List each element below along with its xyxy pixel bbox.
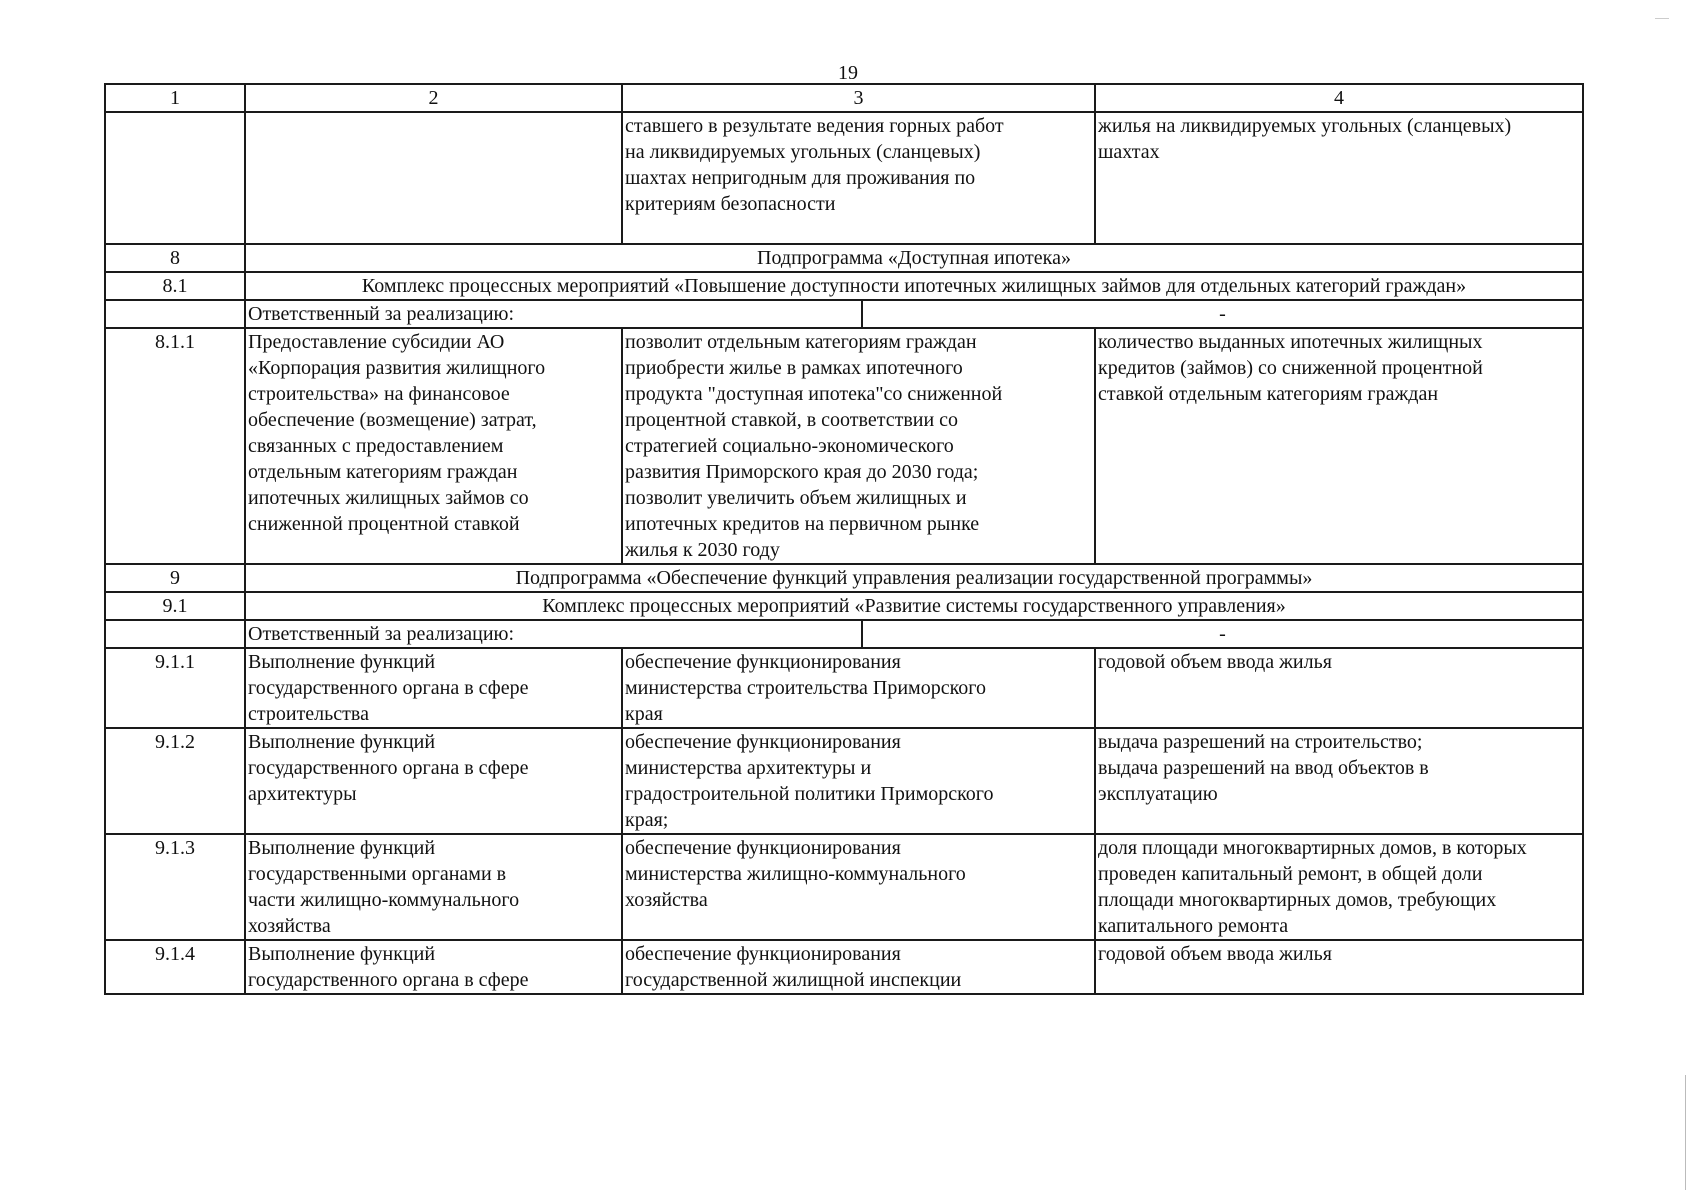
activity-name-cell: Выполнение функций государственного органа в сфере архитектуры [245, 728, 622, 834]
section-row [105, 564, 1583, 592]
responsible-row [105, 620, 1583, 648]
goal-cell: обеспечение функционирования министерства архитектуры и градостроительной политики Приморского края; [622, 728, 1095, 834]
header-cell: 4 [1095, 84, 1583, 112]
row-number-cell [105, 112, 245, 244]
responsible-row [105, 300, 1583, 328]
table-row [105, 112, 1583, 244]
table-row [105, 328, 1583, 564]
scan-mark [1655, 18, 1669, 19]
scan-margin-line [1685, 1075, 1686, 1190]
section-number-cell: 9 [105, 564, 245, 592]
row-number-cell: 9.1.1 [105, 648, 245, 728]
section-number-cell: 8 [105, 244, 245, 272]
goal-cell: обеспечение функционирования министерства жилищно-коммунального хозяйства [622, 834, 1095, 940]
activity-name-cell: Выполнение функций государственными органами в части жилищно-коммунального хозяйства [245, 834, 622, 940]
section-row [105, 244, 1583, 272]
section-number-cell: 9.1 [105, 592, 245, 620]
goal-cell: позволит отдельным категориям граждан приобрести жилье в рамках ипотечного продукта "доступная ипотека"со сниженной процентной ставкой, в соответствии со стратегией социально-экономического развития Приморского края до 2030 года; позволит увеличить объем жилищных и ипотечных кредитов на первичном рынке жилья к 2030 году [622, 328, 1095, 564]
table-row [105, 728, 1583, 834]
section-title-cell: Комплекс процессных мероприятий «Повышение доступности ипотечных жилищных займов для отдельных категорий граждан» [245, 272, 1583, 300]
activity-name-cell: Выполнение функций государственного органа в сфере строительства [245, 648, 622, 728]
section-row [105, 272, 1583, 300]
indicator-cell: жилья на ликвидируемых угольных (сланцевых) шахтах [1095, 112, 1583, 244]
activity-name-cell [245, 112, 622, 244]
row-number-cell: 9.1.3 [105, 834, 245, 940]
header-cell: 1 [105, 84, 245, 112]
table-row [105, 834, 1583, 940]
goal-cell: ставшего в результате ведения горных работ на ликвидируемых угольных (сланцевых) шахтах непригодным для проживания по критериям безопасности [622, 112, 1095, 244]
section-number-cell: 8.1 [105, 272, 245, 300]
goal-cell: обеспечение функционирования государственной жилищной инспекции [622, 940, 1095, 994]
page-number: 19 [838, 62, 858, 84]
empty-cell [105, 620, 245, 648]
row-number-cell: 9.1.2 [105, 728, 245, 834]
responsible-label-cell: Ответственный за реализацию: [245, 300, 862, 328]
indicator-cell: годовой объем ввода жилья [1095, 648, 1583, 728]
responsible-label-cell: Ответственный за реализацию: [245, 620, 862, 648]
row-number-cell: 9.1.4 [105, 940, 245, 994]
responsible-value-cell: - [862, 300, 1583, 328]
header-cell: 2 [245, 84, 622, 112]
section-row [105, 592, 1583, 620]
section-title-cell: Подпрограмма «Доступная ипотека» [245, 244, 1583, 272]
indicator-cell: количество выданных ипотечных жилищных кредитов (займов) со сниженной процентной ставкой отдельным категориям граждан [1095, 328, 1583, 564]
empty-cell [105, 300, 245, 328]
activity-name-cell: Предоставление субсидии АО «Корпорация развития жилищного строительства» на финансовое обеспечение (возмещение) затрат, связанных с предоставлением отдельным категориям граждан ипотечных жилищных займов со сниженной процентной ставкой [245, 328, 622, 564]
section-title-cell: Подпрограмма «Обеспечение функций управления реализации государственной программы» [245, 564, 1583, 592]
indicator-cell: выдача разрешений на строительство; выдача разрешений на ввод объектов в эксплуатацию [1095, 728, 1583, 834]
header-cell: 3 [622, 84, 1095, 112]
activity-name-cell: Выполнение функций государственного органа в сфере [245, 940, 622, 994]
row-number-cell: 8.1.1 [105, 328, 245, 564]
section-title-cell: Комплекс процессных мероприятий «Развитие системы государственного управления» [245, 592, 1583, 620]
responsible-value-cell: - [862, 620, 1583, 648]
program-table [104, 83, 1584, 995]
table-row [105, 648, 1583, 728]
indicator-cell: годовой объем ввода жилья [1095, 940, 1583, 994]
table-row [105, 940, 1583, 994]
table-header-row [105, 84, 1583, 112]
indicator-cell: доля площади многоквартирных домов, в которых проведен капитальный ремонт, в общей доли площади многоквартирных домов, требующих капитального ремонта [1095, 834, 1583, 940]
goal-cell: обеспечение функционирования министерства строительства Приморского края [622, 648, 1095, 728]
